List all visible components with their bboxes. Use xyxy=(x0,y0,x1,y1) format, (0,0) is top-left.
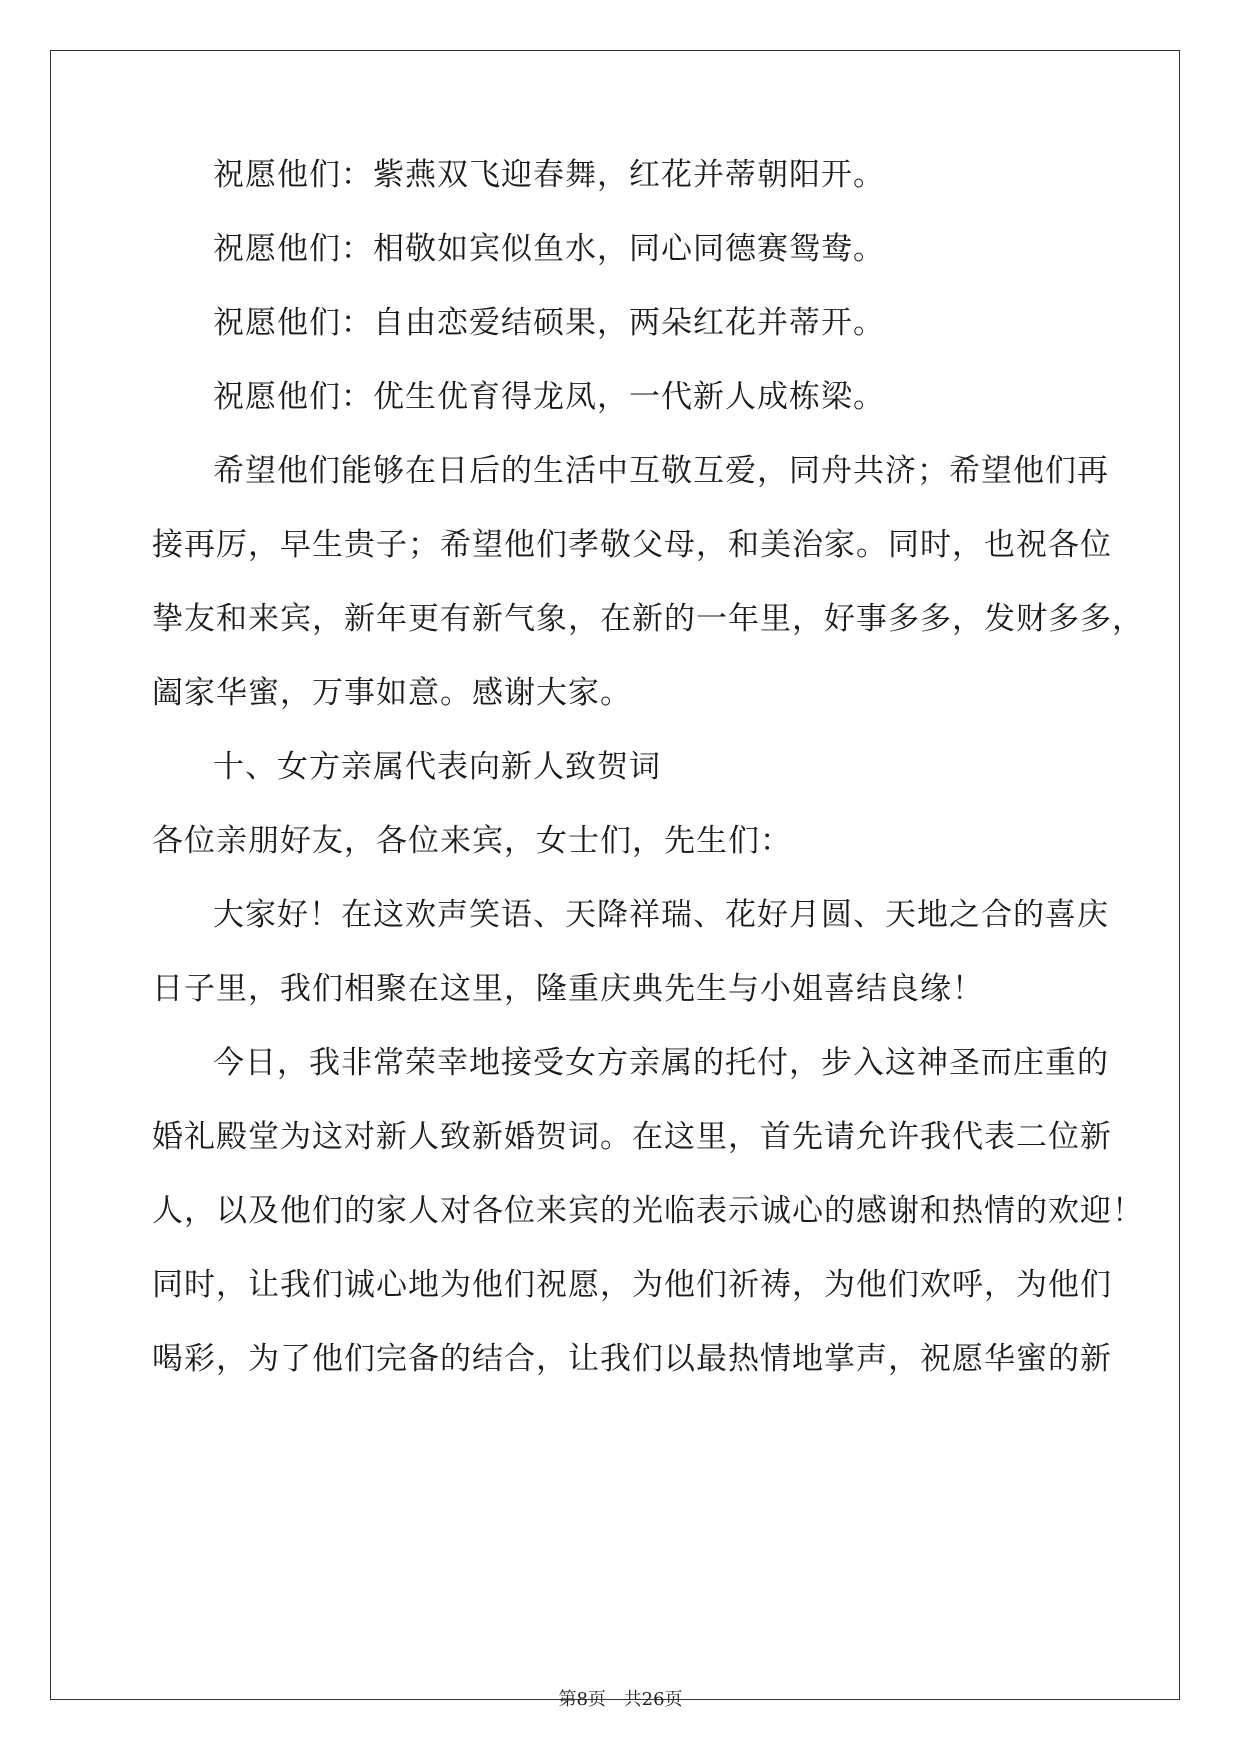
paragraph-line: 祝愿他们：自由恋爱结硕果，两朵红花并蒂开。 xyxy=(213,305,885,341)
page-number: 第8页 xyxy=(558,1689,606,1710)
section-heading: 十、女方亲属代表向新人致贺词 xyxy=(213,749,661,785)
paragraph-line: 喝彩，为了他们完备的结合，让我们以最热情地掌声，祝愿华蜜的新 xyxy=(152,1341,1112,1377)
page-footer xyxy=(0,1688,1241,1712)
paragraph-line: 祝愿他们：紫燕双飞迎春舞，红花并蒂朝阳开。 xyxy=(213,157,885,193)
page-total: 共26页 xyxy=(623,1689,683,1710)
salutation: 各位亲朋好友，各位来宾，女士们，先生们： xyxy=(152,823,792,859)
paragraph-line: 希望他们能够在日后的生活中互敬互爱，同舟共济；希望他们再 xyxy=(213,453,1109,489)
paragraph-line: 阖家华蜜，万事如意。感谢大家。 xyxy=(152,675,632,711)
paragraph-line: 婚礼殿堂为这对新人致新婚贺词。在这里，首先请允许我代表二位新 xyxy=(152,1119,1112,1155)
paragraph-line: 大家好！在这欢声笑语、天降祥瑞、花好月圆、天地之合的喜庆 xyxy=(213,897,1109,933)
paragraph-line: 同时，让我们诚心地为他们祝愿，为他们祈祷，为他们欢呼，为他们 xyxy=(152,1267,1112,1303)
paragraph-line: 日子里，我们相聚在这里，隆重庆典先生与小姐喜结良缘！ xyxy=(152,971,984,1007)
paragraph-line: 今日，我非常荣幸地接受女方亲属的托付，步入这神圣而庄重的 xyxy=(213,1045,1109,1081)
paragraph-line: 挚友和来宾，新年更有新气象，在新的一年里，好事多多，发财多多， xyxy=(152,601,1144,637)
page-border xyxy=(50,50,1180,1700)
paragraph-line: 人，以及他们的家人对各位来宾的光临表示诚心的感谢和热情的欢迎！ xyxy=(152,1193,1144,1229)
paragraph-line: 祝愿他们：优生优育得龙凤，一代新人成栋梁。 xyxy=(213,379,885,415)
paragraph-line: 接再厉，早生贵子；希望他们孝敬父母，和美治家。同时，也祝各位 xyxy=(152,527,1112,563)
paragraph-line: 祝愿他们：相敬如宾似鱼水，同心同德赛鸳鸯。 xyxy=(213,231,885,267)
